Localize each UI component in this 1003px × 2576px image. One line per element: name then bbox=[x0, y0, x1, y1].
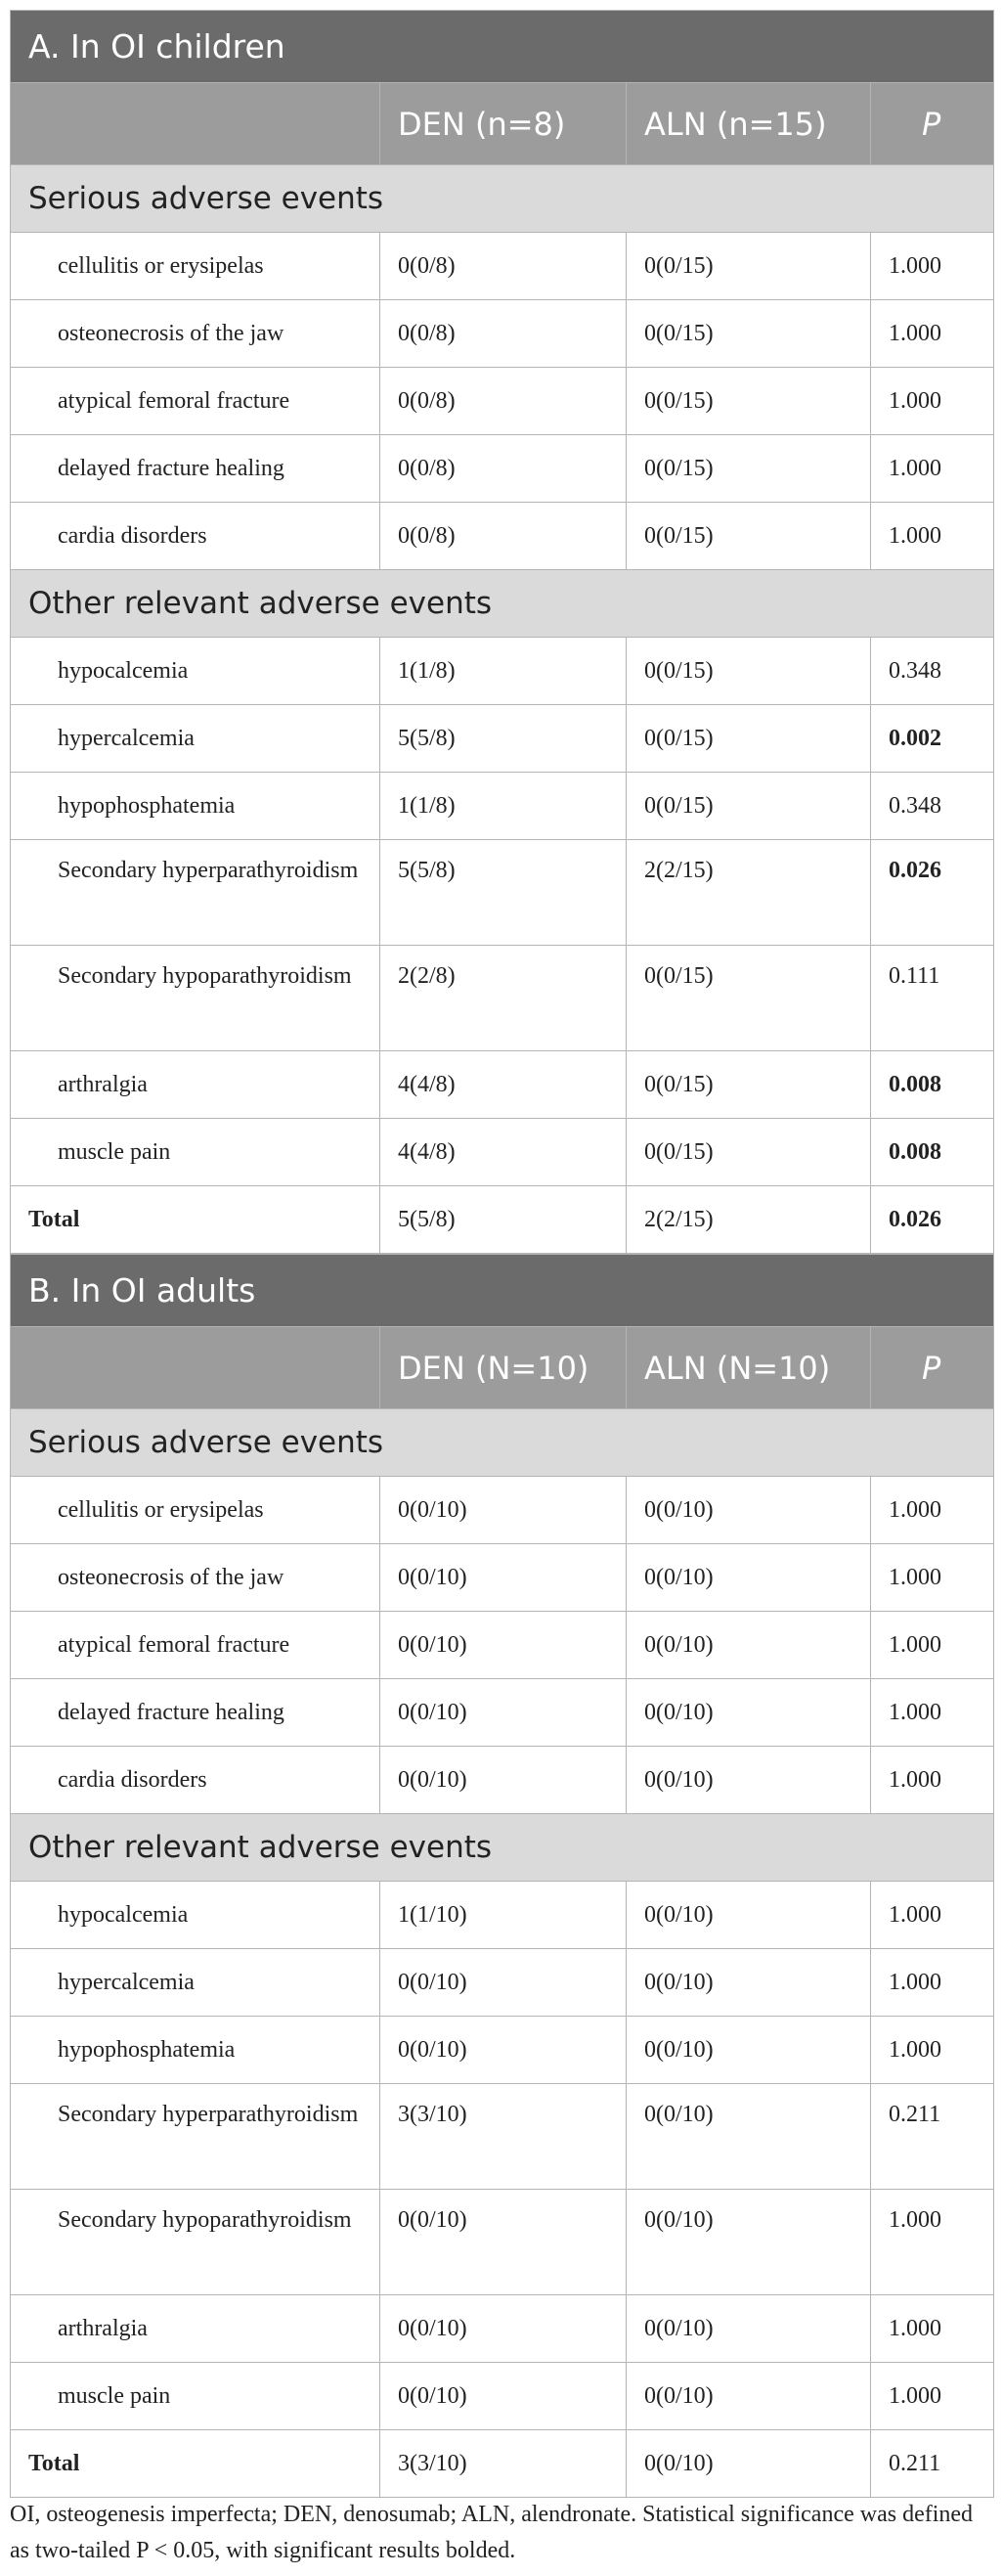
section-title: A. In OI children bbox=[11, 11, 994, 83]
aln-value: 0(0/10) bbox=[627, 2084, 871, 2190]
aln-value: 0(0/10) bbox=[627, 2363, 871, 2430]
p-value: 0.008 bbox=[871, 1119, 994, 1186]
den-value: 5(5/8) bbox=[380, 840, 627, 946]
table-row bbox=[11, 1679, 994, 1747]
p-value: 0.026 bbox=[871, 1186, 994, 1254]
p-value: 1.000 bbox=[871, 1747, 994, 1814]
p-value: 0.026 bbox=[871, 840, 994, 946]
aln-value: 0(0/15) bbox=[627, 1051, 871, 1119]
section-title: B. In OI adults bbox=[11, 1255, 994, 1327]
column-header-row bbox=[11, 83, 994, 165]
den-value: 1(1/8) bbox=[380, 638, 627, 705]
header-blank bbox=[11, 83, 380, 165]
event-name: hypercalcemia bbox=[11, 1949, 380, 2017]
p-value: 0.002 bbox=[871, 705, 994, 773]
event-name: hypophosphatemia bbox=[11, 2017, 380, 2084]
table-row bbox=[11, 946, 994, 1051]
header-aln: ALN (N=10) bbox=[627, 1327, 871, 1409]
event-name: cellulitis or erysipelas bbox=[11, 1477, 380, 1544]
event-name: Secondary hyperparathyroidism bbox=[11, 2084, 380, 2190]
aln-value: 0(0/15) bbox=[627, 946, 871, 1051]
column-header-row bbox=[11, 1327, 994, 1409]
event-name: osteonecrosis of the jaw bbox=[11, 1544, 380, 1612]
den-value: 0(0/10) bbox=[380, 1949, 627, 2017]
den-value: 0(0/10) bbox=[380, 2363, 627, 2430]
den-value: 0(0/8) bbox=[380, 233, 627, 300]
table-row bbox=[11, 1949, 994, 2017]
table-row bbox=[11, 773, 994, 840]
table-row bbox=[11, 233, 994, 300]
table-row bbox=[11, 840, 994, 946]
aln-value: 0(0/15) bbox=[627, 638, 871, 705]
p-value: 0.211 bbox=[871, 2084, 994, 2190]
p-value: 1.000 bbox=[871, 1949, 994, 2017]
aln-value: 0(0/15) bbox=[627, 233, 871, 300]
den-value: 0(0/10) bbox=[380, 1544, 627, 1612]
aln-value: 0(0/10) bbox=[627, 2017, 871, 2084]
den-value: 3(3/10) bbox=[380, 2084, 627, 2190]
p-value: 0.348 bbox=[871, 638, 994, 705]
table-row bbox=[11, 1747, 994, 1814]
section-title-row bbox=[11, 1255, 994, 1327]
table-footnote: OI, osteogenesis imperfecta; DEN, denosumab; ALN, alendronate. Statistical significance was defined as two-tailed P < 0.05, with significant results bolded. bbox=[10, 2502, 974, 2563]
group-row bbox=[11, 570, 994, 638]
p-value: 1.000 bbox=[871, 1477, 994, 1544]
p-value: 0.008 bbox=[871, 1051, 994, 1119]
den-value: 0(0/8) bbox=[380, 503, 627, 570]
aln-value: 2(2/15) bbox=[627, 840, 871, 946]
table-row bbox=[11, 1477, 994, 1544]
den-value: 4(4/8) bbox=[380, 1051, 627, 1119]
total-label: Total bbox=[11, 2430, 380, 2498]
total-row bbox=[11, 2430, 994, 2498]
table-children bbox=[10, 10, 994, 1254]
den-value: 5(5/8) bbox=[380, 1186, 627, 1254]
group-label: Other relevant adverse events bbox=[11, 570, 994, 638]
event-name: delayed fracture healing bbox=[11, 1679, 380, 1747]
p-value: 1.000 bbox=[871, 300, 994, 368]
table-row bbox=[11, 1882, 994, 1949]
group-label: Other relevant adverse events bbox=[11, 1814, 994, 1882]
event-name: arthralgia bbox=[11, 1051, 380, 1119]
den-value: 0(0/10) bbox=[380, 1747, 627, 1814]
table-row bbox=[11, 2190, 994, 2295]
den-value: 1(1/10) bbox=[380, 1882, 627, 1949]
p-value: 1.000 bbox=[871, 368, 994, 435]
event-name: cellulitis or erysipelas bbox=[11, 233, 380, 300]
event-name: Secondary hyperparathyroidism bbox=[11, 840, 380, 946]
p-value: 1.000 bbox=[871, 233, 994, 300]
table-adults bbox=[10, 1254, 994, 2498]
aln-value: 0(0/10) bbox=[627, 1679, 871, 1747]
group-row bbox=[11, 1409, 994, 1477]
table-row bbox=[11, 1119, 994, 1186]
aln-value: 0(0/10) bbox=[627, 1544, 871, 1612]
den-value: 0(0/10) bbox=[380, 1679, 627, 1747]
aln-value: 0(0/10) bbox=[627, 1747, 871, 1814]
den-value: 0(0/10) bbox=[380, 2017, 627, 2084]
p-value: 1.000 bbox=[871, 1679, 994, 1747]
table-row bbox=[11, 638, 994, 705]
den-value: 5(5/8) bbox=[380, 705, 627, 773]
table-row bbox=[11, 2295, 994, 2363]
event-name: osteonecrosis of the jaw bbox=[11, 300, 380, 368]
event-name: Secondary hypoparathyroidism bbox=[11, 946, 380, 1051]
p-value: 1.000 bbox=[871, 1544, 994, 1612]
table-row bbox=[11, 435, 994, 503]
p-value: 1.000 bbox=[871, 1882, 994, 1949]
event-name: hypocalcemia bbox=[11, 1882, 380, 1949]
den-value: 0(0/10) bbox=[380, 1612, 627, 1679]
p-value: 1.000 bbox=[871, 435, 994, 503]
p-value: 1.000 bbox=[871, 503, 994, 570]
table-row bbox=[11, 2017, 994, 2084]
aln-value: 0(0/10) bbox=[627, 1949, 871, 2017]
aln-value: 0(0/10) bbox=[627, 2190, 871, 2295]
den-value: 0(0/8) bbox=[380, 300, 627, 368]
section-title-row bbox=[11, 11, 994, 83]
group-row bbox=[11, 1814, 994, 1882]
den-value: 2(2/8) bbox=[380, 946, 627, 1051]
aln-value: 0(0/10) bbox=[627, 1882, 871, 1949]
event-name: hypocalcemia bbox=[11, 638, 380, 705]
aln-value: 0(0/10) bbox=[627, 2295, 871, 2363]
header-den: DEN (N=10) bbox=[380, 1327, 627, 1409]
p-value: 1.000 bbox=[871, 1612, 994, 1679]
p-value: 1.000 bbox=[871, 2295, 994, 2363]
p-value: 0.348 bbox=[871, 773, 994, 840]
table-row bbox=[11, 1051, 994, 1119]
aln-value: 0(0/15) bbox=[627, 1119, 871, 1186]
table-row bbox=[11, 2363, 994, 2430]
table-row bbox=[11, 1612, 994, 1679]
table-row bbox=[11, 368, 994, 435]
den-value: 0(0/8) bbox=[380, 368, 627, 435]
event-name: arthralgia bbox=[11, 2295, 380, 2363]
group-label: Serious adverse events bbox=[11, 1409, 994, 1477]
den-value: 1(1/8) bbox=[380, 773, 627, 840]
event-name: muscle pain bbox=[11, 1119, 380, 1186]
event-name: cardia disorders bbox=[11, 503, 380, 570]
den-value: 0(0/10) bbox=[380, 2295, 627, 2363]
den-value: 0(0/10) bbox=[380, 1477, 627, 1544]
den-value: 0(0/10) bbox=[380, 2190, 627, 2295]
den-value: 0(0/8) bbox=[380, 435, 627, 503]
event-name: hypophosphatemia bbox=[11, 773, 380, 840]
aln-value: 0(0/15) bbox=[627, 435, 871, 503]
table-row bbox=[11, 300, 994, 368]
p-value: 1.000 bbox=[871, 2017, 994, 2084]
aln-value: 0(0/10) bbox=[627, 1612, 871, 1679]
aln-value: 0(0/15) bbox=[627, 368, 871, 435]
aln-value: 0(0/15) bbox=[627, 300, 871, 368]
p-value: 1.000 bbox=[871, 2363, 994, 2430]
aln-value: 0(0/15) bbox=[627, 773, 871, 840]
header-blank bbox=[11, 1327, 380, 1409]
header-aln: ALN (n=15) bbox=[627, 83, 871, 165]
event-name: Secondary hypoparathyroidism bbox=[11, 2190, 380, 2295]
header-p: P bbox=[871, 1327, 994, 1409]
table-row bbox=[11, 2084, 994, 2190]
header-den: DEN (n=8) bbox=[380, 83, 627, 165]
event-name: hypercalcemia bbox=[11, 705, 380, 773]
event-name: atypical femoral fracture bbox=[11, 1612, 380, 1679]
den-value: 3(3/10) bbox=[380, 2430, 627, 2498]
aln-value: 0(0/10) bbox=[627, 1477, 871, 1544]
event-name: atypical femoral fracture bbox=[11, 368, 380, 435]
table-row bbox=[11, 1544, 994, 1612]
table-row bbox=[11, 705, 994, 773]
den-value: 4(4/8) bbox=[380, 1119, 627, 1186]
aln-value: 2(2/15) bbox=[627, 1186, 871, 1254]
p-value: 0.111 bbox=[871, 946, 994, 1051]
p-value: 1.000 bbox=[871, 2190, 994, 2295]
event-name: muscle pain bbox=[11, 2363, 380, 2430]
total-label: Total bbox=[11, 1186, 380, 1254]
event-name: delayed fracture healing bbox=[11, 435, 380, 503]
aln-value: 0(0/10) bbox=[627, 2430, 871, 2498]
group-row bbox=[11, 165, 994, 233]
aln-value: 0(0/15) bbox=[627, 503, 871, 570]
p-value: 0.211 bbox=[871, 2430, 994, 2498]
group-label: Serious adverse events bbox=[11, 165, 994, 233]
event-name: cardia disorders bbox=[11, 1747, 380, 1814]
total-row bbox=[11, 1186, 994, 1254]
header-p: P bbox=[871, 83, 994, 165]
table-row bbox=[11, 503, 994, 570]
aln-value: 0(0/15) bbox=[627, 705, 871, 773]
